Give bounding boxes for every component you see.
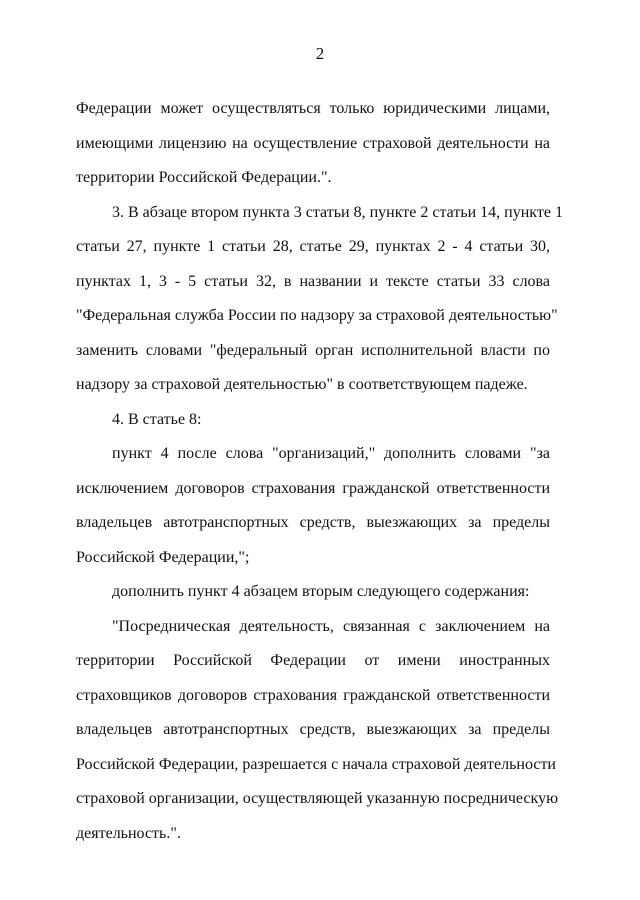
text-line: владельцев автотранспортных средств, выезжающих за пределы bbox=[76, 721, 550, 738]
text-line: владельцев автотранспортных средств, выезжающих за пределы bbox=[76, 514, 550, 531]
text-line: страховщиков договоров страхования гражданской ответственности bbox=[76, 686, 550, 704]
page-number: 2 bbox=[315, 44, 325, 63]
document-body bbox=[76, 92, 563, 851]
text-line: деятельность.". bbox=[76, 824, 181, 842]
text-line: имеющими лицензию на осуществление страховой деятельности на bbox=[76, 134, 550, 152]
text-line: статьи 27, пункте 1 статьи 28, статье 29, пунктах 2 - 4 статьи 30, bbox=[76, 238, 550, 255]
text-line: дополнить пункт 4 абзацем вторым следующего содержания: bbox=[112, 583, 530, 600]
text-line: пунктах 1, 3 - 5 статьи 32, в названии и тексте статьи 33 слова bbox=[76, 272, 550, 290]
text-line: 4. В статье 8: bbox=[112, 410, 202, 428]
text-line: пункт 4 после слова "организаций," дополнить словами "за bbox=[112, 445, 550, 462]
text-line: страховой организации, осуществляющей указанную посредническую bbox=[76, 790, 559, 807]
text-line: "Федеральная служба России по надзору за страховой деятельностью" bbox=[76, 307, 558, 324]
text-line: "Посредническая деятельность, связанная с заключением на bbox=[112, 617, 550, 635]
text-line: Федерации может осуществляться только юридическими лицами, bbox=[76, 100, 550, 117]
text-line: надзору за страховой деятельностью" в соответствующем падеже. bbox=[76, 376, 528, 393]
text-line: исключением договоров страхования гражданской ответственности bbox=[76, 479, 550, 497]
text-line: 3. В абзаце втором пункта 3 статьи 8, пункте 2 статьи 14, пункте 1 bbox=[112, 203, 563, 221]
text-line: Российской Федерации,"; bbox=[76, 548, 250, 566]
text-line: Российской Федерации, разрешается с начала страховой деятельности bbox=[76, 755, 556, 773]
text-line: территории Российской Федерации.". bbox=[76, 169, 332, 186]
text-line: территории Российской Федерации от имени иностранных bbox=[76, 652, 550, 669]
text-line: заменить словами "федеральный орган исполнительной власти по bbox=[76, 341, 550, 359]
